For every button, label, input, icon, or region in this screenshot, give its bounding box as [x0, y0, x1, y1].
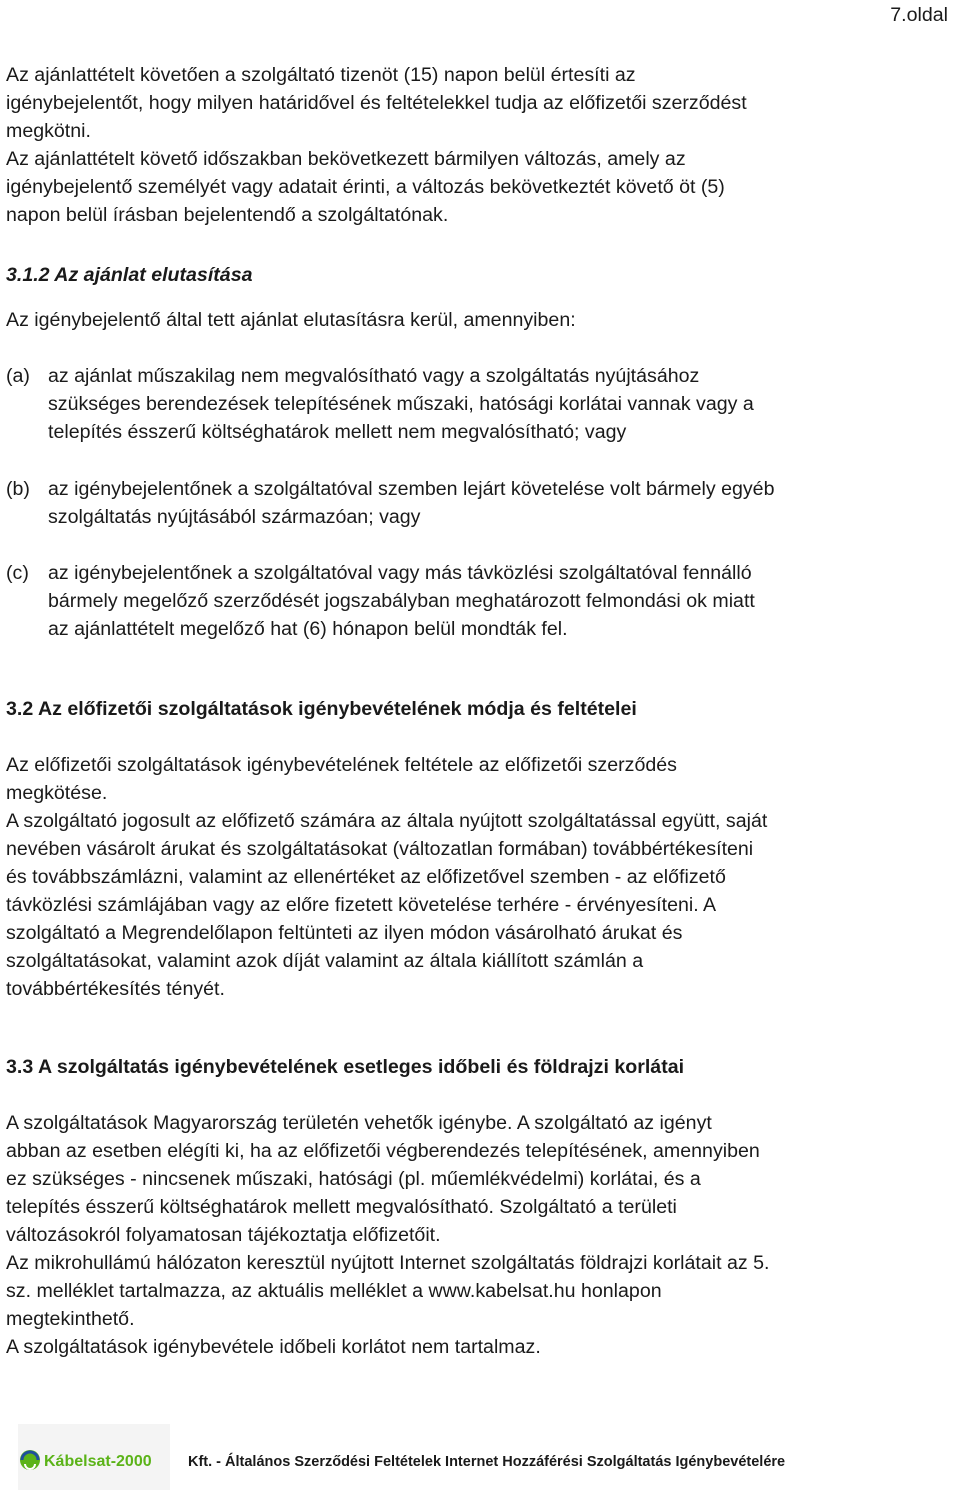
text-line: az ajánlattételt megelőző hat (6) hónapon belül mondták fel.: [48, 618, 568, 640]
text-line: abban az esetben elégíti ki, ha az előfizetői végberendezés telepítésének, amennyiben: [6, 1140, 760, 1162]
text-line: igénybejelentő személyét vagy adatait érinti, a változás bekövetkeztét követő öt (5): [6, 176, 725, 198]
list-label: (c): [6, 562, 29, 584]
text-line: szükséges berendezések telepítésének műszaki, hatósági korlátai vannak vagy a: [48, 393, 754, 415]
text-line: Az ajánlattételt követő időszakban bekövetkezett bármilyen változás, amely az: [6, 148, 686, 170]
page-number: 7.oldal: [890, 4, 948, 26]
text-line: szolgáltató a Megrendelőlapon feltünteti az ilyen módon vásárolható árukat és: [6, 922, 683, 944]
section-heading-3-3: 3.3 A szolgáltatás igénybevételének esetleges időbeli és földrajzi korlátai: [6, 1056, 685, 1078]
text-line: az igénybejelentőnek a szolgáltatóval szemben lejárt követelése volt bármely egyéb: [48, 478, 775, 500]
footer-text: Kft. - Általános Szerződési Feltételek Internet Hozzáférési Szolgáltatás Igénybevételére: [188, 1454, 786, 1470]
text-line: napon belül írásban bejelentendő a szolgáltatónak.: [6, 204, 449, 226]
text-line: az igénybejelentőnek a szolgáltatóval vagy más távközlési szolgáltatóval fennálló: [48, 562, 752, 584]
logo-text: Kábelsat-2000: [44, 1453, 152, 1470]
text-line: telepítés ésszerű költséghatárok mellett megvalósítható. Szolgáltató a területi: [6, 1196, 677, 1218]
section-intro: Az igénybejelentő által tett ajánlat elutasításra kerül, amennyiben:: [6, 309, 576, 331]
text-line: Az ajánlattételt követően a szolgáltató tizenöt (15) napon belül értesíti az: [6, 64, 636, 86]
text-line: megtekinthető.: [6, 1308, 135, 1330]
section-heading-3-1-2: 3.1.2 Az ajánlat elutasítása: [6, 264, 253, 286]
company-logo: [18, 1424, 170, 1490]
logo-graphic: [18, 1424, 170, 1490]
text-line: szolgáltatásokat, valamint azok díját valamint az általa kiállított számlán a: [6, 950, 644, 972]
text-line: ez szükséges - nincsenek műszaki, hatósági (pl. műemlékvédelmi) korlátai, és a: [6, 1168, 701, 1190]
text-line: Az mikrohullámú hálózaton keresztül nyújtott Internet szolgáltatás földrajzi korlátait az 5.: [6, 1252, 770, 1274]
text-line: nevében vásárolt árukat és szolgáltatásokat (változatlan formában) továbbértékesíteni: [6, 838, 754, 860]
text-line: A szolgáltatások Magyarország területén vehetők igénybe. A szolgáltató az igényt: [6, 1112, 712, 1134]
section-heading-3-2: 3.2 Az előfizetői szolgáltatások igénybevételének módja és feltételei: [6, 698, 637, 720]
logo-emblem-icon: [20, 1450, 40, 1470]
text-line: és továbbszámlázni, valamint az ellenértéket az előfizetővel szemben - az előfizető: [6, 866, 726, 888]
text-line: sz. melléklet tartalmazza, az aktuális melléklet a www.kabelsat.hu honlapon: [6, 1280, 662, 1302]
list-label: (a): [6, 365, 30, 387]
text-line: továbbértékesítés tényét.: [6, 978, 225, 1000]
text-line: telepítés ésszerű költséghatárok mellett nem megvalósítható; vagy: [48, 421, 627, 443]
text-line: megkötése.: [6, 782, 108, 804]
text-line: megkötni.: [6, 120, 91, 142]
text-line: az ajánlat műszakilag nem megvalósítható vagy a szolgáltatás nyújtásához: [48, 365, 700, 387]
text-line: A szolgáltató jogosult az előfizető számára az általa nyújtott szolgáltatással együtt, saját: [6, 810, 768, 832]
text-line: A szolgáltatások igénybevétele időbeli korlátot nem tartalmaz.: [6, 1336, 541, 1358]
text-line: távközlési számlájában vagy az előre fizetett követelése terhére - érvényesíteni. A: [6, 894, 717, 916]
text-line: változásokról folyamatosan tájékoztatja előfizetőit.: [6, 1224, 441, 1246]
text-line: Az előfizetői szolgáltatások igénybevételének feltétele az előfizetői szerződés: [6, 754, 677, 776]
text-line: bármely megelőző szerződését jogszabályban meghatározott felmondási ok miatt: [48, 590, 755, 612]
list-label: (b): [6, 478, 30, 500]
text-line: igénybejelentőt, hogy milyen határidővel és feltételekkel tudja az előfizetői szerződést: [6, 92, 747, 114]
text-line: szolgáltatás nyújtásából származóan; vagy: [48, 506, 421, 528]
